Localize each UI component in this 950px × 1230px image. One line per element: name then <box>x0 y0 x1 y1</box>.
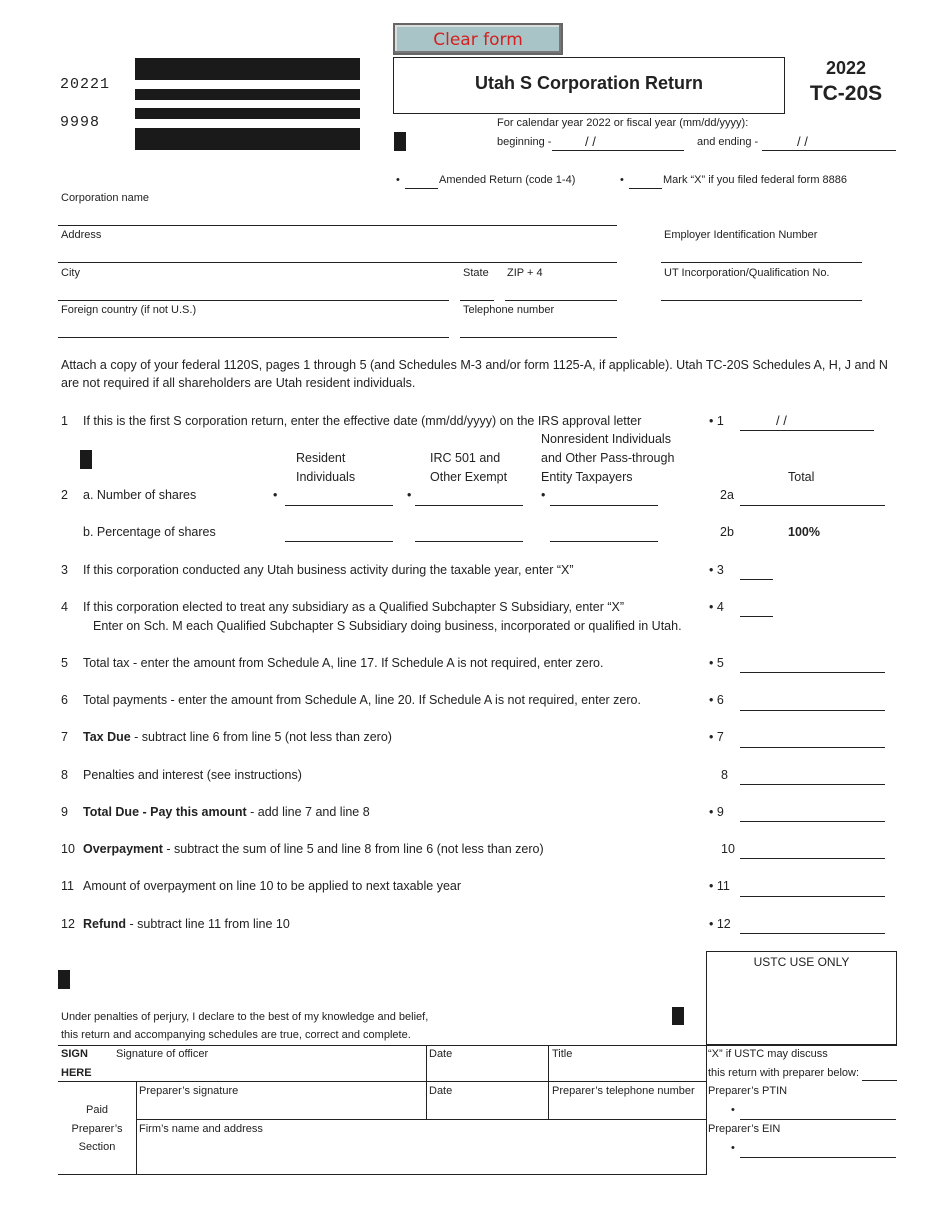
line-4-text: If this corporation elected to treat any subsidiary as a Qualified Subchapter S Subsidiary, enter “X” <box>83 600 625 614</box>
line-8-field[interactable] <box>740 784 885 785</box>
ustc-use-only-label: USTC USE ONLY <box>753 955 850 969</box>
col-resident-1: Resident <box>296 451 346 465</box>
line-4-field[interactable] <box>740 616 773 617</box>
line-2b-ref: 2b <box>720 525 734 539</box>
line-12-bold: Refund <box>83 917 127 931</box>
col-irc-1: IRC 501 and <box>430 451 501 465</box>
address-label: Address <box>61 229 102 241</box>
discuss-line-2: this return with preparer below: <box>708 1067 860 1079</box>
line-2a-bullet-1: • <box>273 488 278 502</box>
line-3-text: If this corporation conducted any Utah business activity during the taxable year, enter “X” <box>83 563 574 577</box>
corp-name-label: Corporation name <box>61 192 150 204</box>
form-code-1: 20221 <box>60 76 111 93</box>
line-1-ref: • 1 <box>709 414 724 428</box>
line-10-text <box>83 842 544 856</box>
section-label: Section <box>78 1141 116 1153</box>
col-nonres-3: Entity Taxpayers <box>541 470 633 484</box>
line-10-rest: - subtract the sum of line 5 and line 8 from line 6 (not less than zero) <box>162 842 544 856</box>
line-10-ref: 10 <box>721 842 735 856</box>
line-2a-bullet-2: • <box>407 488 412 502</box>
line-1-text: If this is the first S corporation return, enter the effective date (mm/dd/yyyy) on the IRS approval letter <box>83 414 642 428</box>
right-divider <box>706 1045 707 1174</box>
paid-label: Paid <box>85 1104 109 1116</box>
state-field[interactable] <box>460 300 494 301</box>
city-label: City <box>61 267 80 279</box>
here-label: HERE <box>61 1067 92 1079</box>
line-3-number: 3 <box>61 563 68 577</box>
preparer-mid-rule <box>136 1119 707 1120</box>
ending-date-slashes: / / <box>797 134 808 149</box>
preparer-date-label: Date <box>429 1085 453 1097</box>
zip-label: ZIP + 4 <box>507 267 543 279</box>
line-6-ref: • 6 <box>709 693 724 707</box>
line-12-ref: • 12 <box>709 917 731 931</box>
sign-bottom-rule <box>58 1081 707 1082</box>
line-11-ref: • 11 <box>709 879 730 893</box>
perjury-line-1: Under penalties of perjury, I declare to the best of my knowledge and belief, <box>61 1011 429 1023</box>
clear-form-button[interactable] <box>393 23 563 55</box>
form8886-field[interactable] <box>629 188 662 189</box>
line-5-text: Total tax - enter the amount from Schedule A, line 17. If Schedule A is not required, enter zero. <box>83 656 604 670</box>
ptin-bullet: • <box>731 1104 735 1116</box>
line-4-number: 4 <box>61 600 68 614</box>
preparer-phone-field[interactable] <box>552 1099 702 1117</box>
amended-bullet: • <box>396 174 400 186</box>
line-5-field[interactable] <box>740 672 885 673</box>
registration-mark-3 <box>58 970 70 989</box>
line-12-text <box>83 917 290 931</box>
preparer-ptin-field[interactable] <box>740 1119 896 1120</box>
line-10-field[interactable] <box>740 858 885 859</box>
preparer-date-field[interactable] <box>429 1099 545 1117</box>
line-7-ref: • 7 <box>709 730 724 744</box>
firm-name-label: Firm’s name and address <box>139 1123 263 1135</box>
line-11-number: 11 <box>61 879 74 893</box>
line-6-number: 6 <box>61 693 68 707</box>
preparers-label: Preparer’s <box>71 1123 123 1135</box>
ending-label: and ending - <box>697 136 759 148</box>
ending-date-field[interactable] <box>762 150 896 151</box>
line-9-text <box>83 805 370 819</box>
line-2a-text: a. Number of shares <box>83 488 197 502</box>
telephone-field[interactable] <box>460 337 617 338</box>
line-4-text-2: Enter on Sch. M each Qualified Subchapter S Subsidiary doing business, incorporated or qualified in Utah. <box>93 619 682 633</box>
col-nonres-1: Nonresident Individuals <box>541 432 671 446</box>
line-5-ref: • 5 <box>709 656 724 670</box>
line-11-text: Amount of overpayment on line 10 to be applied to next taxable year <box>83 879 462 893</box>
beginning-label: beginning - <box>497 136 552 148</box>
period-label: For calendar year 2022 or fiscal year (mm/dd/yyyy): <box>497 117 749 129</box>
date-divider <box>426 1045 427 1119</box>
paid-preparer-divider <box>136 1081 137 1174</box>
preparer-bottom-rule <box>58 1174 707 1175</box>
line-12-number: 12 <box>61 917 75 931</box>
preparer-signature-label: Preparer’s signature <box>139 1085 239 1097</box>
form8886-label: Mark “X” if you filed federal form 8886 <box>663 174 848 186</box>
foreign-country-label: Foreign country (if not U.S.) <box>61 304 197 316</box>
city-field[interactable] <box>58 300 449 301</box>
sign-top-rule <box>58 1045 897 1046</box>
ut-incorp-field[interactable] <box>661 300 862 301</box>
line-7-bold: Tax Due <box>83 730 131 744</box>
officer-title-label: Title <box>552 1048 573 1060</box>
ein-label: Employer Identification Number <box>664 229 818 241</box>
ustc-use-only-box <box>706 951 897 1045</box>
preparer-phone-label: Preparer’s telephone number <box>552 1085 695 1097</box>
signature-officer-field[interactable] <box>116 1062 422 1079</box>
line-2b-total: 100% <box>788 525 820 539</box>
discuss-field[interactable] <box>862 1080 897 1081</box>
address-field[interactable] <box>58 262 617 263</box>
line-9-bold: Total Due - Pay this amount <box>83 805 247 819</box>
officer-title-field[interactable] <box>552 1062 702 1079</box>
line-2-number: 2 <box>61 488 68 502</box>
line-2b-text: b. Percentage of shares <box>83 525 216 539</box>
firm-name-field[interactable] <box>139 1138 701 1172</box>
registration-mark <box>394 132 406 151</box>
preparer-ein-field[interactable] <box>740 1157 896 1158</box>
ein-bullet: • <box>731 1142 735 1154</box>
line-3-ref: • 3 <box>709 563 724 577</box>
line-8-ref: 8 <box>721 768 728 782</box>
line-2a-bullet-3: • <box>541 488 546 502</box>
col-irc-2: Other Exempt <box>430 470 508 484</box>
title-box <box>393 57 785 114</box>
line-1-number: 1 <box>61 414 68 428</box>
line-6-text: Total payments - enter the amount from Schedule A, line 20. If Schedule A is not required, enter zero. <box>83 693 641 707</box>
line-5-number: 5 <box>61 656 68 670</box>
line-9-number: 9 <box>61 805 68 819</box>
line-2b-resident-field[interactable] <box>285 541 393 542</box>
registration-mark-2 <box>80 450 92 469</box>
form-title: Utah S Corporation Return <box>475 73 703 93</box>
telephone-label: Telephone number <box>463 304 555 316</box>
line-2a-ref: 2a <box>720 488 734 502</box>
title-divider <box>548 1045 549 1119</box>
line-8-number: 8 <box>61 768 68 782</box>
clear-form-label: Clear form <box>433 30 523 50</box>
col-nonres-2: and Other Pass-through <box>541 451 675 465</box>
beginning-date-field[interactable] <box>552 150 684 151</box>
line-7-number: 7 <box>61 730 68 744</box>
line-1-date-slashes: / / <box>776 413 787 428</box>
form-year: 2022 <box>825 58 867 78</box>
col-total: Total <box>788 470 815 484</box>
line-9-ref: • 9 <box>709 805 724 819</box>
instructions-line-2: are not required if all shareholders are Utah resident individuals. <box>61 376 416 390</box>
line-11-field[interactable] <box>740 896 885 897</box>
form-code-2: 9998 <box>60 114 101 131</box>
foreign-country-field[interactable] <box>58 337 449 338</box>
perjury-line-2: this return and accompanying schedules are true, correct and complete. <box>61 1029 411 1041</box>
state-label: State <box>463 267 489 279</box>
line-2a-resident-field[interactable] <box>285 505 393 506</box>
discuss-line-1: “X” if USTC may discuss <box>708 1048 828 1060</box>
line-4-ref: • 4 <box>709 600 724 614</box>
line-7-rest: - subtract line 6 from line 5 (not less than zero) <box>130 730 392 744</box>
officer-date-field[interactable] <box>429 1062 545 1079</box>
line-2b-nonres-field[interactable] <box>550 541 658 542</box>
preparer-ptin-label: Preparer’s PTIN <box>708 1085 788 1097</box>
line-12-field[interactable] <box>740 933 885 934</box>
line-10-bold: Overpayment <box>83 842 163 856</box>
line-2a-total-field[interactable] <box>740 505 885 506</box>
zip-field[interactable] <box>505 300 617 301</box>
amended-return-field[interactable] <box>405 188 438 189</box>
signature-officer-label: Signature of officer <box>116 1048 209 1060</box>
form-id: TC-20S <box>809 82 883 105</box>
line-9-field[interactable] <box>740 821 885 822</box>
line-8-text: Penalties and interest (see instructions) <box>83 768 302 782</box>
line-2a-nonres-field[interactable] <box>550 505 658 506</box>
corp-name-field[interactable] <box>58 225 617 226</box>
col-resident-2: Individuals <box>296 470 356 484</box>
line-12-rest: - subtract line 11 from line 10 <box>126 917 290 931</box>
line-1-date-field[interactable] <box>740 430 874 431</box>
line-6-field[interactable] <box>740 710 885 711</box>
ut-incorp-label: UT Incorporation/Qualification No. <box>664 267 830 279</box>
officer-date-label: Date <box>429 1048 453 1060</box>
preparer-signature-field[interactable] <box>139 1099 423 1117</box>
ein-field[interactable] <box>661 262 862 263</box>
sign-label: SIGN <box>61 1048 88 1060</box>
line-2b-irc-field[interactable] <box>415 541 523 542</box>
line-9-rest: - add line 7 and line 8 <box>246 805 370 819</box>
beginning-date-slashes: / / <box>585 134 596 149</box>
line-7-text <box>83 730 392 744</box>
form8886-bullet: • <box>620 174 624 186</box>
preparer-ein-label: Preparer’s EIN <box>708 1123 781 1135</box>
line-2a-irc-field[interactable] <box>415 505 523 506</box>
line-7-field[interactable] <box>740 747 885 748</box>
registration-mark-4 <box>672 1007 684 1025</box>
instructions-line-1: Attach a copy of your federal 1120S, pages 1 through 5 (and Schedules M-3 and/or form 1125-A, if applicable). Utah TC-20S Schedules A, H, J and N <box>61 358 888 372</box>
line-10-number: 10 <box>61 842 75 856</box>
amended-return-label: Amended Return (code 1-4) <box>439 174 576 186</box>
line-3-field[interactable] <box>740 579 773 580</box>
